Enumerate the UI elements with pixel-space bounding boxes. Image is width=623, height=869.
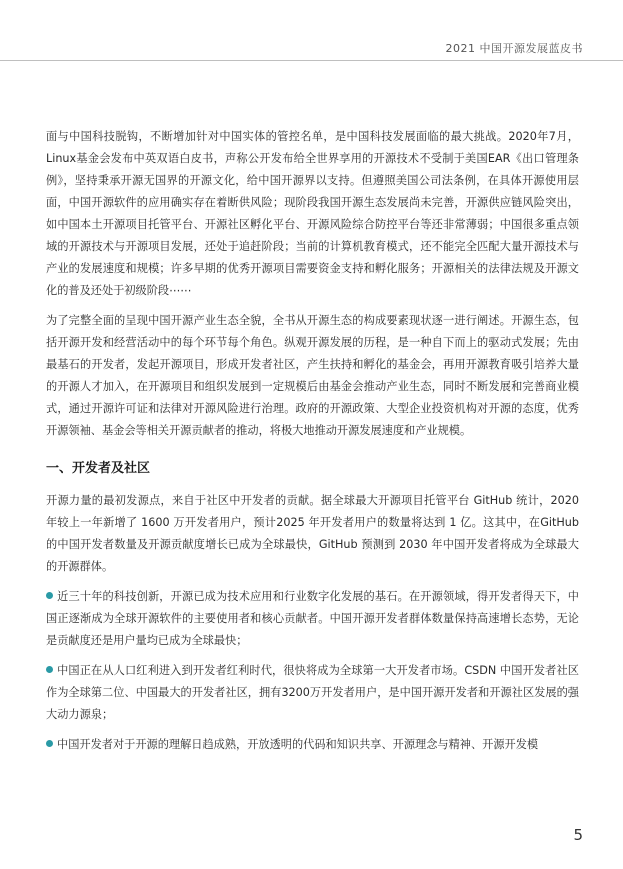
body-content [46, 126, 579, 764]
page-number: 5 [573, 826, 583, 844]
header-divider [0, 60, 623, 61]
bullet-item [46, 660, 579, 726]
paragraph-challenges: 面与中国科技脱钩，不断增加针对中国实体的管控名单，是中国科技发展面临的最大挑战。2020年7月，Linux基金会发布中英双语白皮书，声称公开发布给全世界享用的开源技术不受制于美国EAR《出口管理条例》，坚持秉承开源无国界的开源文化，给中国开源界以支持。但遵照美国公司法条例，在具体开源使用层面，中国开源软件的应用确实存在着断供风险；现阶段我国开源生态发展尚未完善，开源供应链风险突出，如中国本土开源项目托管平台、开源社区孵化平台、开源风险综合防控平台等还非常薄弱；中国很多重点领域的开源技术与开源项目发展，还处于追赶阶段；当前的计算机教育模式，还不能完全匹配大量开源技术与产业的发展速度和规模；许多早期的优秀开源项目需要资金支持和孵化服务；开源相关的法律法规及开源文化的普及还处于初级阶段⋯⋯ [46, 130, 579, 297]
bullet-dot-icon [46, 592, 53, 599]
bullet-item [46, 734, 579, 756]
bullet-text: 中国正在从人口红利进入到开发者红利时代，很快将成为全球第一大开发者市场。CSDN 中国开发者社区作为全球第二位、中国最大的开发者社区，拥有3200万开发者用户，是中国开源开发者和开源社区发展的强大动力源泉； [46, 664, 579, 721]
bullet-text: 中国开发者对于开源的理解日趋成熟，开放透明的代码和知识共享、开源理念与精神、开源开发模 [57, 738, 539, 751]
paragraph-developers-intro: 开源力量的最初发源点，来自于社区中开发者的贡献。据全球最大开源项目托管平台 GitHub 统计，2020年较上一年新增了 1600 万开发者用户，预计2025 年开发者用户的数量将达到 1 亿。这其中，在GitHub 的中国开发者数量及开源贡献度增长已成为全球最快，GitHub 预测到 2030 年中国开发者将成为全球最大的开源群体。 [46, 494, 579, 573]
bullet-dot-icon [46, 666, 53, 673]
bullet-item [46, 586, 579, 652]
bullet-dot-icon [46, 740, 53, 747]
bullet-text: 近三十年的科技创新，开源已成为技术应用和行业数字化发展的基石。在开源领域，得开发者得天下，中国正逐渐成为全球开源软件的主要使用者和核心贡献者。中国开源开发者群体数量保持高速增长态势，无论是贡献度还是用户量均已成为全球最快； [46, 590, 579, 647]
section-heading-developers: 一、开发者及社区 [46, 461, 151, 476]
paragraph-overview: 为了完整全面的呈现中国开源产业生态全貌，全书从开源生态的构成要素现状逐一进行阐述。开源生态，包括开源开发和经营活动中的每个环节每个角色。纵观开源发展的历程，是一种自下而上的驱动式发展；先由最基石的开发者，发起开源项目，形成开发者社区，产生扶持和孵化的基金会，再用开源教育吸引培养大量的开源人才加入，在开源项目和组织发展到一定规模后由基金会推动产业生态，同时不断发展和完善商业模式，通过开源许可证和法律对开源风险进行治理。政府的开源政策、大型企业投资机构对开源的态度，优秀开源领袖、基金会等相关开源贡献者的推动，将极大地推动开源发展速度和产业规模。 [46, 314, 579, 437]
running-header: 2021 中国开源发展蓝皮书 [445, 42, 583, 55]
